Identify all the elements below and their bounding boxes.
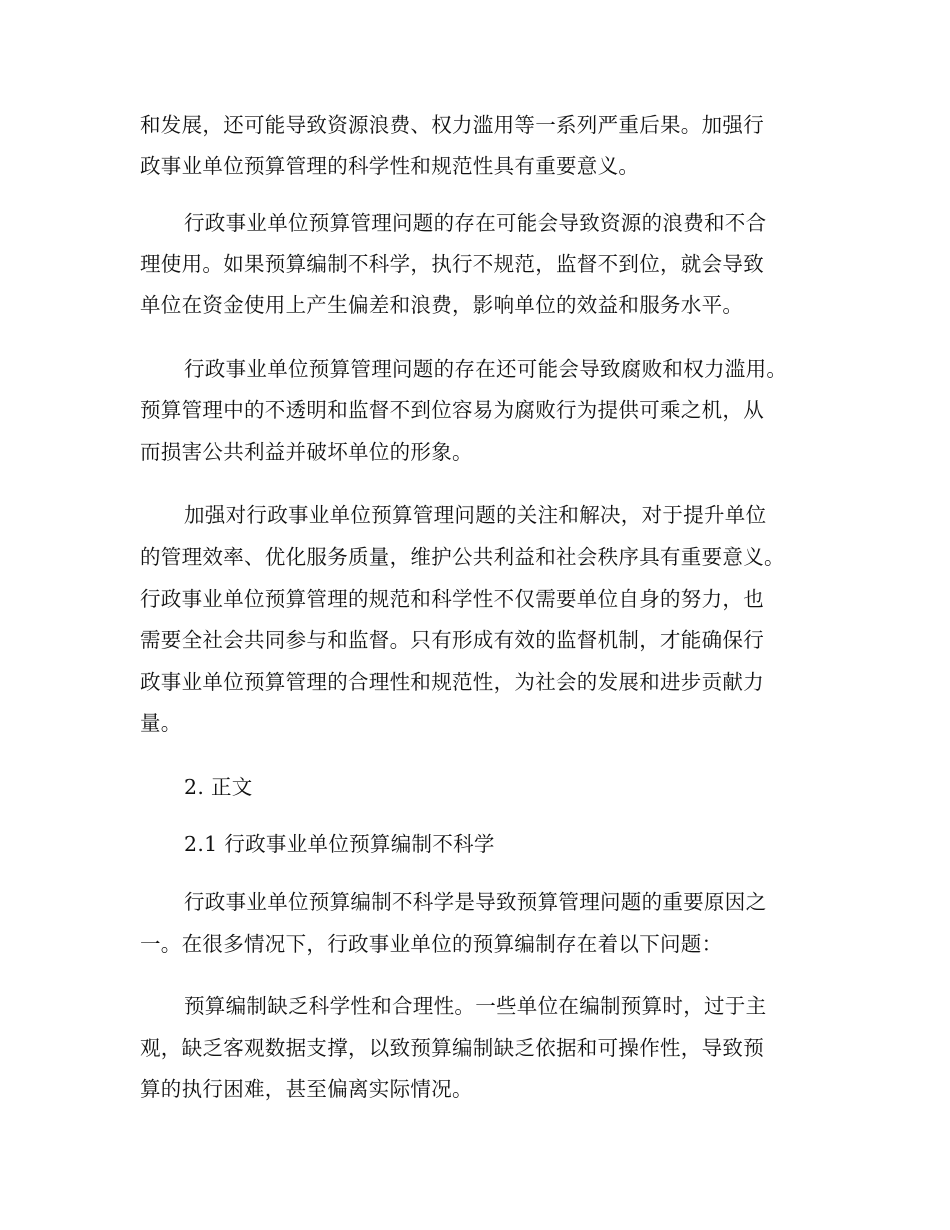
subsection-heading: 2.1 行政事业单位预算编制不科学 xyxy=(184,832,495,856)
text-line: 预算管理中的不透明和监督不到位容易为腐败行为提供可乘之机，从 xyxy=(140,398,764,422)
text-line: 单位在资金使用上产生偏差和浪费，影响单位的效益和服务水平。 xyxy=(140,293,744,317)
paragraph-first-line: 预算编制缺乏科学性和合理性。一些单位在编制预算时，过于主 xyxy=(184,994,767,1018)
text-line: 一。在很多情况下，行政事业单位的预算编制存在着以下问题： xyxy=(140,932,723,956)
text-line: 政事业单位预算管理的科学性和规范性具有重要意义。 xyxy=(140,154,640,178)
text-line: 理使用。如果预算编制不科学，执行不规范，监督不到位，就会导致 xyxy=(140,252,764,276)
text-line: 行政事业单位预算管理的规范和科学性不仅需要单位自身的努力，也 xyxy=(140,587,764,611)
text-line: 观，缺乏客观数据支撑，以致预算编制缺乏依据和可操作性，导致预 xyxy=(140,1036,764,1060)
paragraph-first-line: 行政事业单位预算管理问题的存在可能会导致资源的浪费和不合 xyxy=(184,211,767,235)
paragraph-first-line: 加强对行政事业单位预算管理问题的关注和解决，对于提升单位 xyxy=(184,503,767,527)
text-line: 量。 xyxy=(140,711,182,735)
text-line: 的管理效率、优化服务质量，维护公共利益和社会秩序具有重要意义。 xyxy=(140,545,785,569)
text-line: 而损害公共利益并破坏单位的形象。 xyxy=(140,440,473,464)
text-line: 和发展，还可能导致资源浪费、权力滥用等一系列严重后果。加强行 xyxy=(140,113,764,137)
paragraph-first-line: 行政事业单位预算编制不科学是导致预算管理问题的重要原因之 xyxy=(184,890,767,914)
section-heading: 2. 正文 xyxy=(184,775,253,799)
text-line: 算的执行困难，甚至偏离实际情况。 xyxy=(140,1077,473,1101)
text-line: 需要全社会共同参与和监督。只有形成有效的监督机制，才能确保行 xyxy=(140,628,764,652)
paragraph-first-line: 行政事业单位预算管理问题的存在还可能会导致腐败和权力滥用。 xyxy=(184,357,788,381)
text-line: 政事业单位预算管理的合理性和规范性，为社会的发展和进步贡献力 xyxy=(140,670,764,694)
